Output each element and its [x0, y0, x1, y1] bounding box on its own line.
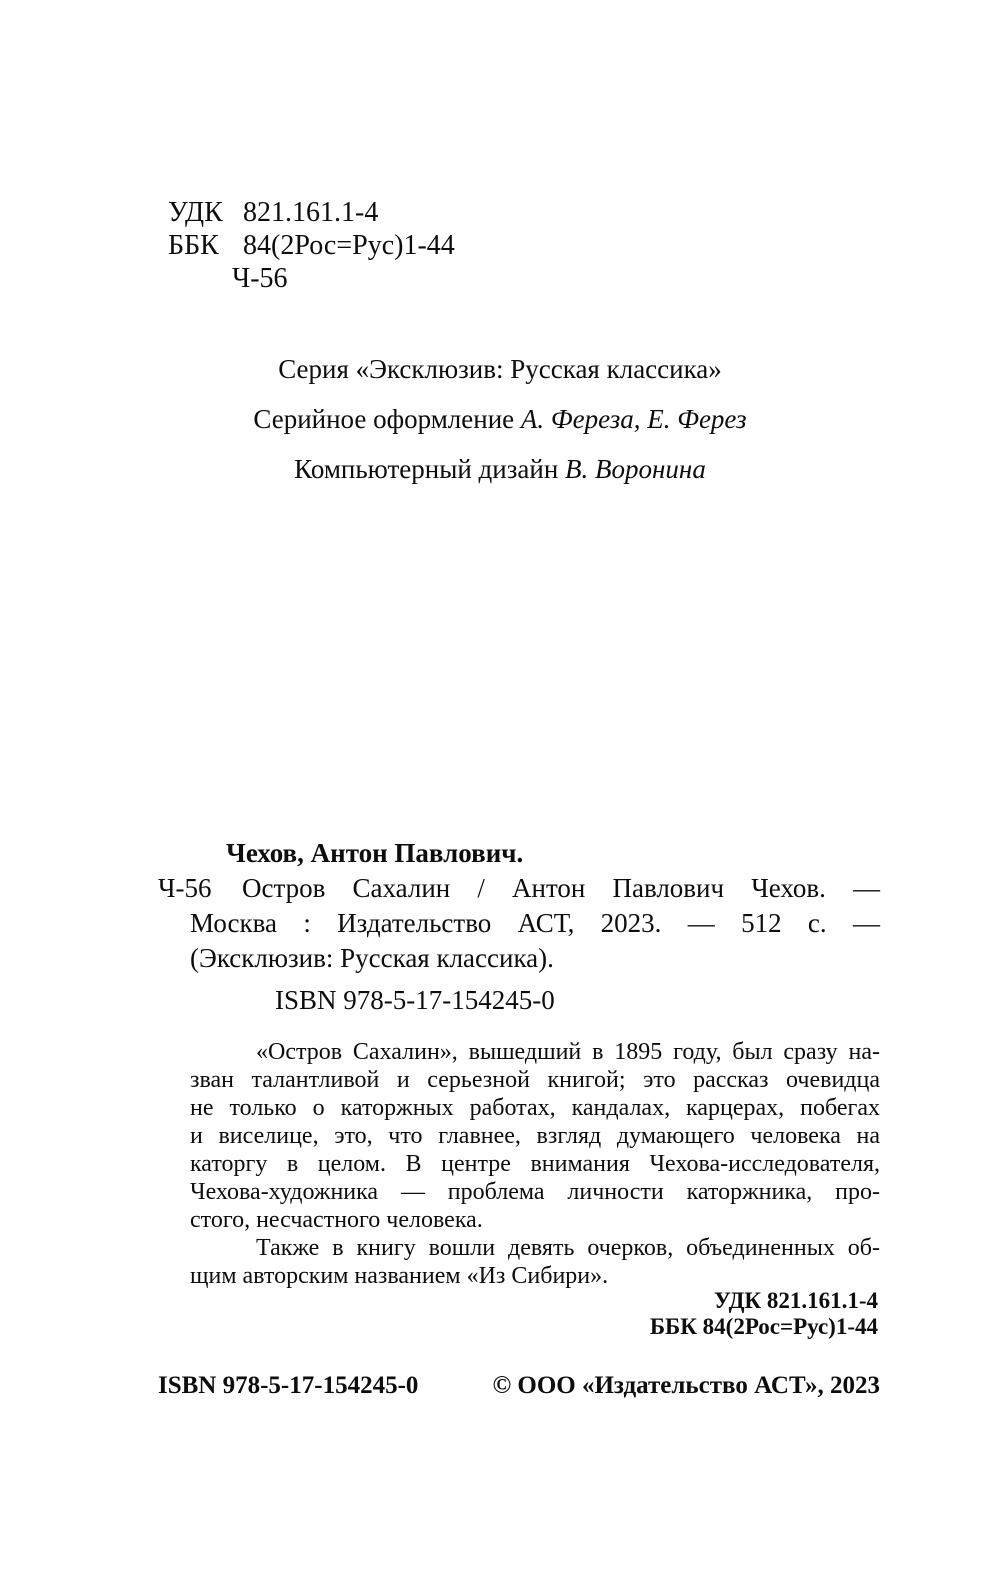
bib-line: (Эксклюзив: Русская классика). [190, 943, 554, 973]
annotation-line: «Остров Сахалин», вышедший в 1895 году, был сразу на- [256, 1039, 880, 1065]
computer-design-line [0, 444, 1000, 494]
bottom-classification-codes [650, 1288, 878, 1340]
udk-bottom: УДК 821.161.1-4 [714, 1288, 878, 1313]
footer-copyright: © ООО «Издательство АСТ», 2023 [492, 1372, 880, 1399]
annotation-line: и виселице, это, что главнее, взгляд думающего человека на [190, 1123, 880, 1149]
bibliographic-record [158, 871, 880, 976]
annotation [190, 1038, 880, 1290]
udk-value: 821.161.1-4 [243, 197, 379, 228]
annotation-line: зван талантливой и серьезной книгой; это рассказ очевидца [190, 1067, 880, 1093]
series-design-names: А. Фереза, Е. Ферез [520, 404, 747, 434]
series-block [0, 344, 1000, 494]
bbk-top-row [168, 229, 455, 262]
footer-line [158, 1372, 880, 1400]
catalog-card [158, 836, 880, 1290]
bbk-value: 84(2Рос=Рус)1-44 [243, 230, 455, 261]
card-isbn: ISBN 978-5-17-154245-0 [275, 985, 555, 1015]
bib-line: Остров Сахалин / Антон Павлович Чехов. — [242, 873, 880, 903]
annotation-line: не только о каторжных работах, кандалах, карцерах, побегах [190, 1095, 880, 1121]
udk-top-row [168, 196, 455, 229]
udk-label: УДК [168, 197, 223, 228]
author-mark-top: Ч-56 [232, 263, 288, 294]
series-design-line [0, 394, 1000, 444]
annotation-line: Также в книгу вошли девять очерков, объединенных об- [256, 1235, 880, 1261]
top-classification-codes [168, 196, 455, 295]
annotation-line: каторгу в целом. В центре внимания Чехова-исследователя, [190, 1151, 880, 1177]
author-mark-card: Ч-56 [158, 873, 212, 903]
card-author-heading: Чехов, Антон Павлович. [226, 838, 524, 868]
footer-isbn: ISBN 978-5-17-154245-0 [158, 1372, 419, 1399]
annotation-line: щим авторским названием «Из Сибири». [190, 1263, 609, 1289]
computer-design-prefix: Компьютерный дизайн [294, 454, 566, 484]
series-title-line: Серия «Эксклюзив: Русская классика» [278, 354, 722, 384]
annotation-line: стого, несчастного человека. [190, 1207, 483, 1233]
bbk-bottom: ББК 84(2Рос=Рус)1-44 [649, 1314, 878, 1339]
bbk-label: ББК [168, 230, 219, 261]
annotation-line: Чехова-художника — проблема личности каторжника, про- [190, 1179, 880, 1205]
bib-line: Москва : Издательство АСТ, 2023. — 512 с. — [190, 908, 880, 938]
computer-design-name: В. Воронина [565, 454, 706, 484]
series-design-prefix: Серийное оформление [253, 404, 521, 434]
